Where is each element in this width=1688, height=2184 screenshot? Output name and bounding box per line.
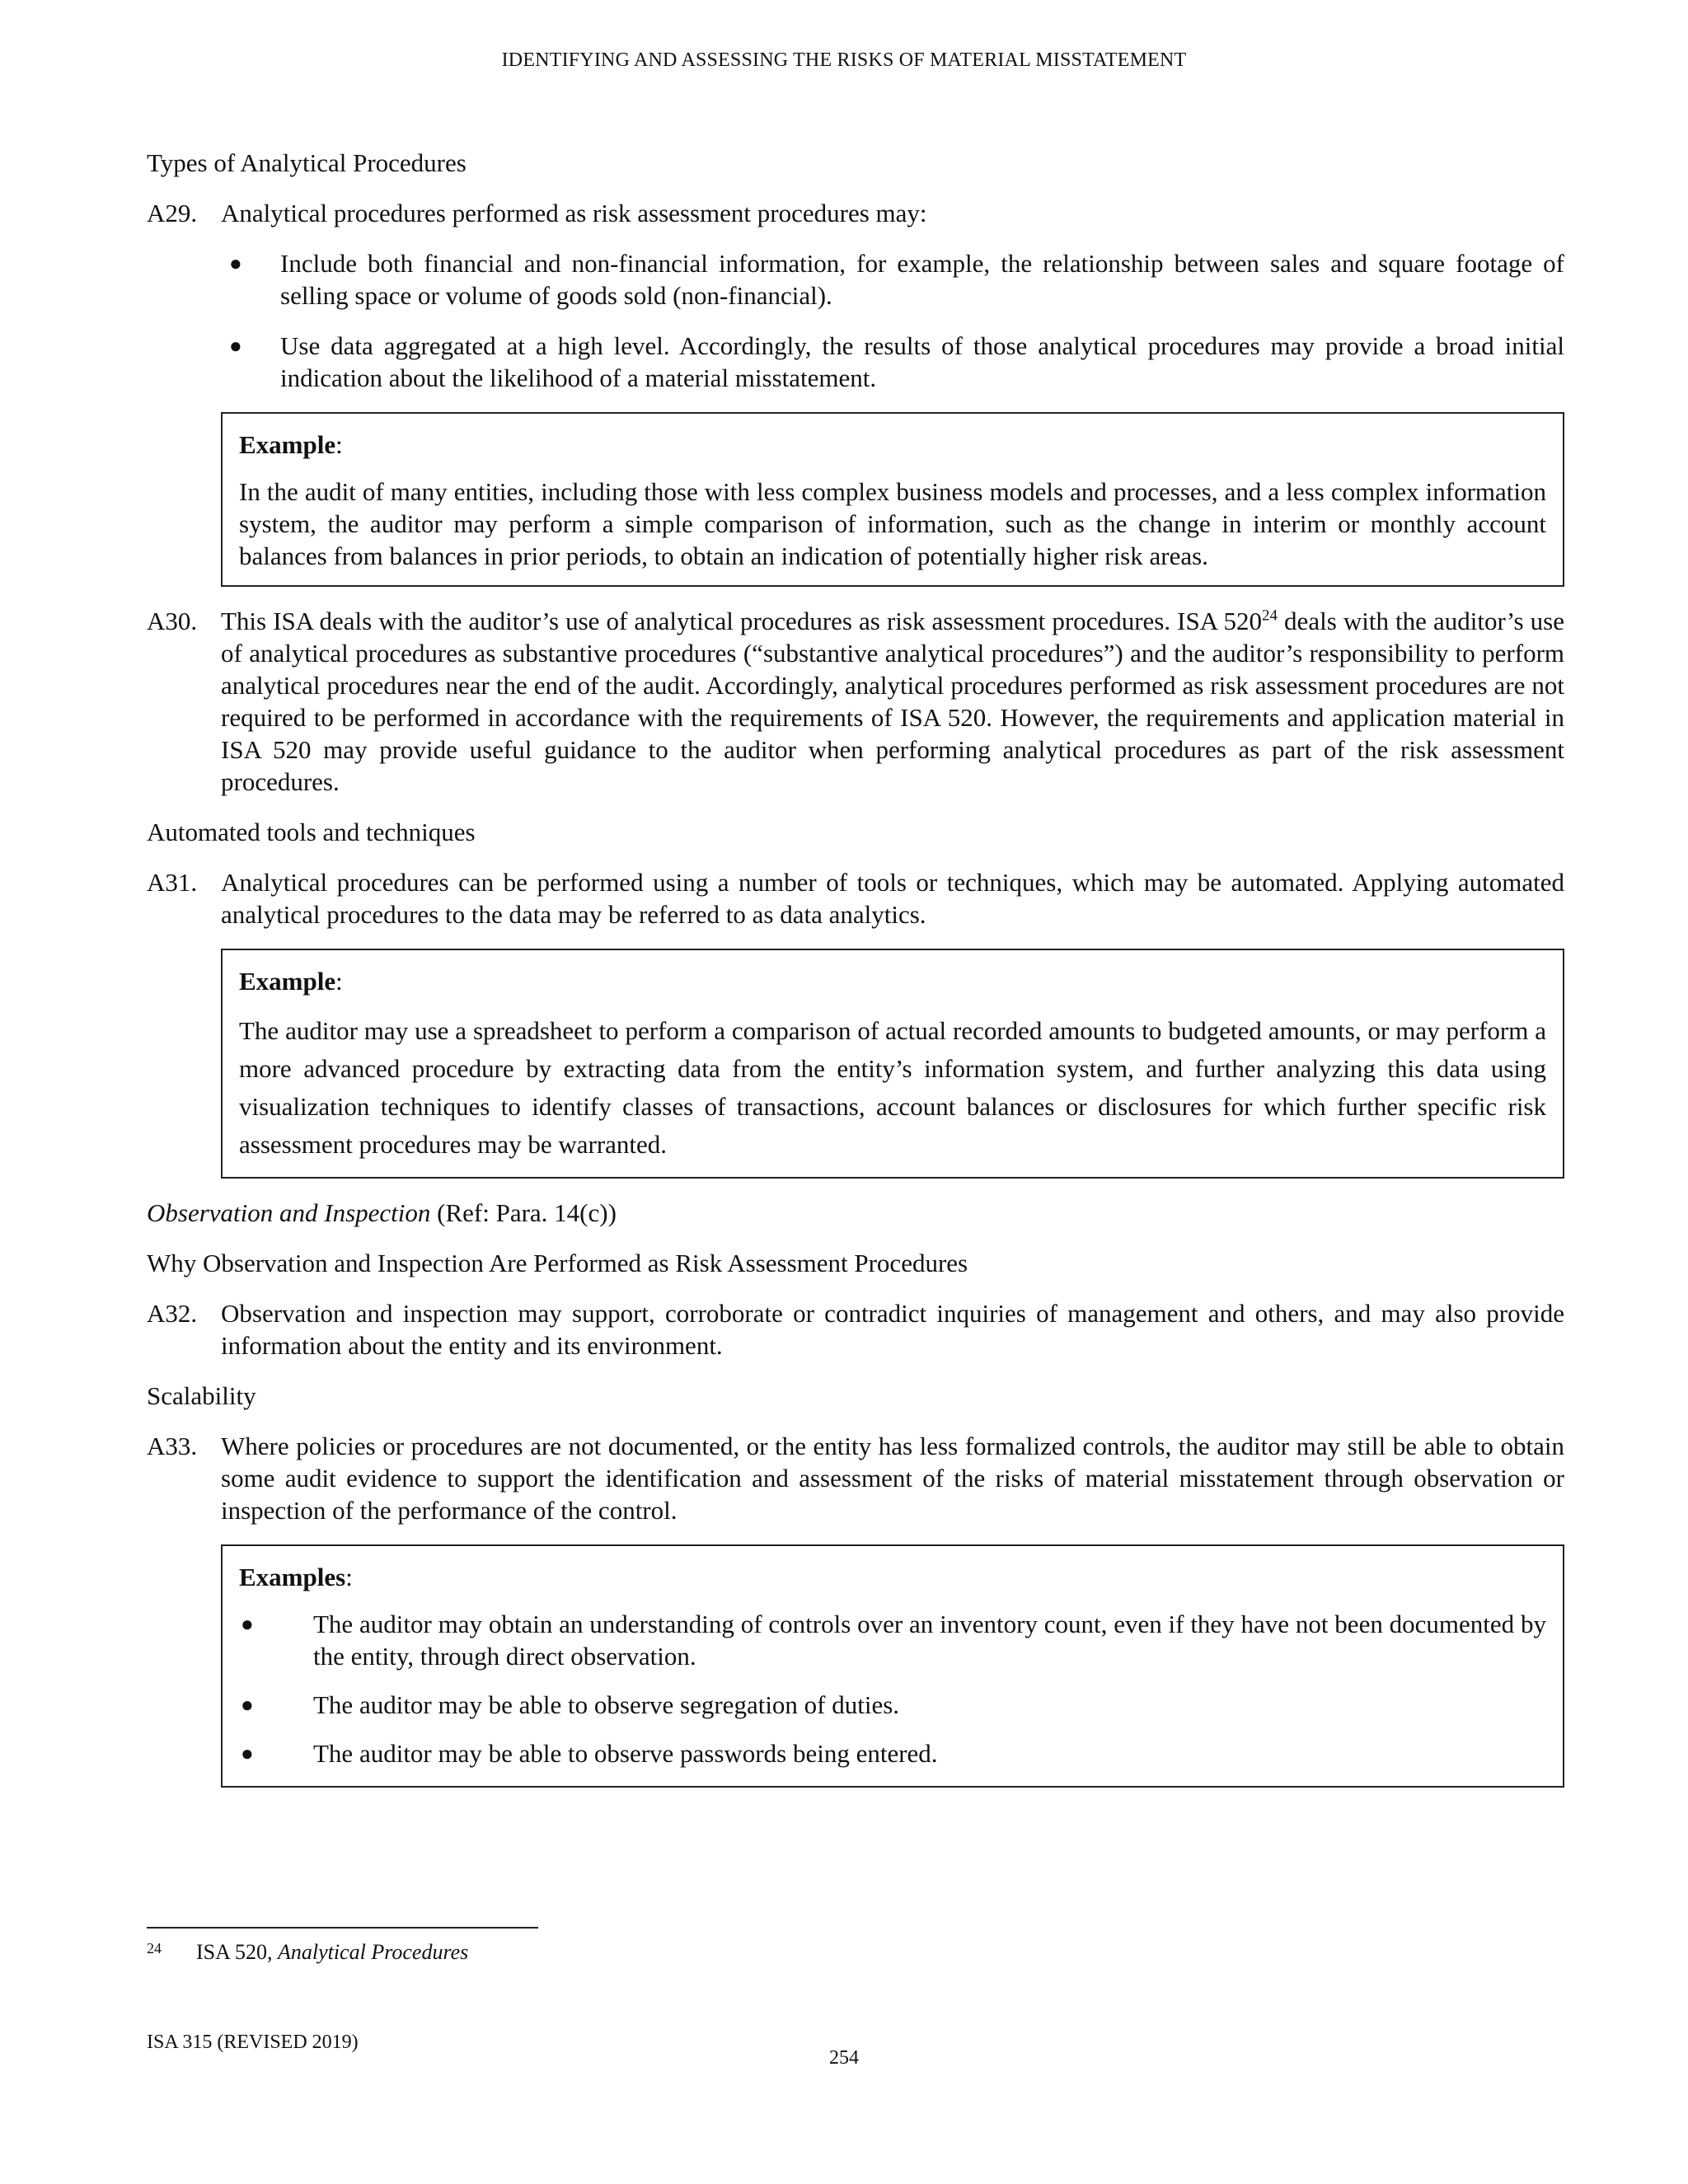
heading-italic-text: Observation and Inspection: [147, 1198, 431, 1227]
list-item: [239, 1737, 1546, 1769]
list-item-text: Include both financial and non-financial information, for example, the relationship between sales and square footage of selling space or volume of goods sold (non-financial).: [280, 249, 1564, 310]
a29-bullet-list: [147, 247, 1564, 394]
examples-box-3: [221, 1544, 1564, 1788]
paragraph-number: A31.: [147, 868, 198, 897]
footnote: [147, 1938, 468, 1966]
paragraph-number: A33.: [147, 1432, 198, 1460]
list-item: [239, 1608, 1546, 1672]
examples-bullet-list: [239, 1608, 1546, 1769]
footnote-divider: [147, 1927, 538, 1929]
section-heading-types: Types of Analytical Procedures: [147, 148, 467, 177]
paragraph-text-start: This ISA deals with the auditor’s use of analytical procedures as risk assessment procedures. ISA 520: [221, 607, 1262, 635]
section-heading-why: Why Observation and Inspection Are Performed as Risk Assessment Procedures: [147, 1249, 968, 1277]
list-item-text: The auditor may be able to observe segregation of duties.: [313, 1690, 900, 1719]
example-box-1: [221, 412, 1564, 587]
paragraph-text: Analytical procedures performed as risk assessment procedures may:: [221, 199, 927, 227]
example-label: Example: [239, 967, 336, 996]
list-item: [239, 1689, 1546, 1721]
heading-reference: (Ref: Para. 14(c)): [430, 1198, 617, 1227]
example-box-2: [221, 949, 1564, 1179]
examples-title: [239, 1561, 1546, 1593]
footnote-text: ISA 520,: [196, 1940, 278, 1964]
running-header: IDENTIFYING AND ASSESSING THE RISKS OF MATERIAL MISSTATEMENT: [501, 49, 1187, 71]
paragraph-number: A29.: [147, 199, 198, 227]
paragraph-a33: [147, 1430, 1564, 1526]
footnote-title: Analytical Procedures: [277, 1940, 469, 1964]
bullet-icon: ●: [241, 1693, 254, 1717]
paragraph-text: Where policies or procedures are not documented, or the entity has less formalized controls, the auditor may still be able to obtain some audit evidence to support the identification and assessment of the risks of material misstatement through observation or inspection of the performance of the control.: [221, 1432, 1564, 1525]
paragraph-a30: [147, 605, 1564, 798]
paragraph-number: A32.: [147, 1299, 198, 1328]
footnote-reference[interactable]: 24: [1261, 607, 1278, 625]
example-title: [239, 429, 1546, 461]
example-colon: :: [335, 967, 343, 996]
section-heading-scalability: Scalability: [147, 1381, 256, 1410]
section-heading-observation: [147, 1197, 1564, 1229]
bullet-icon: ●: [229, 334, 242, 358]
list-item-text: The auditor may be able to observe passwords being entered.: [313, 1739, 938, 1768]
examples-colon: :: [345, 1563, 353, 1591]
footnote-number: 24: [147, 1940, 162, 1957]
list-item-text: The auditor may obtain an understanding of controls over an inventory count, even if they have not been documented by the entity, through direct observation.: [313, 1610, 1546, 1671]
paragraph-text: Observation and inspection may support, corroborate or contradict inquiries of management and others, and may also provide information about the entity and its environment.: [221, 1299, 1564, 1360]
section-heading-automated: Automated tools and techniques: [147, 818, 476, 846]
bullet-icon: ●: [229, 251, 242, 275]
page-content: [147, 147, 1564, 1806]
bullet-icon: ●: [241, 1741, 254, 1765]
example-colon: :: [335, 430, 343, 459]
list-item: [221, 330, 1564, 394]
paragraph-text-end: deals with the auditor’s use of analytical procedures as substantive procedures (“substantive analytical procedures”) and the auditor’s responsibility to perform analytical procedures near the end of the audit. Accordingly, analytical procedures performed as risk assessment procedures are not required to be performed in accordance with the requirements of ISA 520. However, the requirements and application material in ISA 520 may provide useful guidance to the auditor when performing analytical procedures as part of the risk assessment procedures.: [221, 607, 1564, 796]
paragraph-a32: [147, 1297, 1564, 1361]
footer-standard-name: ISA 315 (REVISED 2019): [147, 2032, 359, 2053]
example-text: The auditor may use a spreadsheet to perform a comparison of actual recorded amounts to budgeted amounts, or may perform a more advanced procedure by extracting data from the entity’s information system, and further analyzing this data using visualization techniques to identify classes of transactions, account balances or disclosures for which further specific risk assessment procedures may be warranted.: [239, 1016, 1546, 1159]
paragraph-number: A30.: [147, 607, 198, 635]
example-label: Example: [239, 430, 336, 459]
example-title: [239, 965, 1546, 997]
paragraph-text: Analytical procedures can be performed using a number of tools or techniques, which may be automated. Applying automated analytical procedures to the data may be referred to as data analytics.: [221, 868, 1564, 929]
examples-label: Examples: [239, 1563, 346, 1591]
bullet-icon: ●: [241, 1612, 254, 1636]
example-text: In the audit of many entities, including those with less complex business models and processes, and a less complex information system, the auditor may perform a simple comparison of information, such as the change in interim or monthly account balances from balances in prior periods, to obtain an indication of potentially higher risk areas.: [239, 477, 1546, 570]
page-number: 254: [829, 2047, 859, 2069]
paragraph-a31: [147, 866, 1564, 930]
list-item: [221, 247, 1564, 312]
paragraph-a29: [147, 197, 1564, 229]
list-item-text: Use data aggregated at a high level. Accordingly, the results of those analytical procedures may provide a broad initial indication about the likelihood of a material misstatement.: [280, 331, 1564, 392]
